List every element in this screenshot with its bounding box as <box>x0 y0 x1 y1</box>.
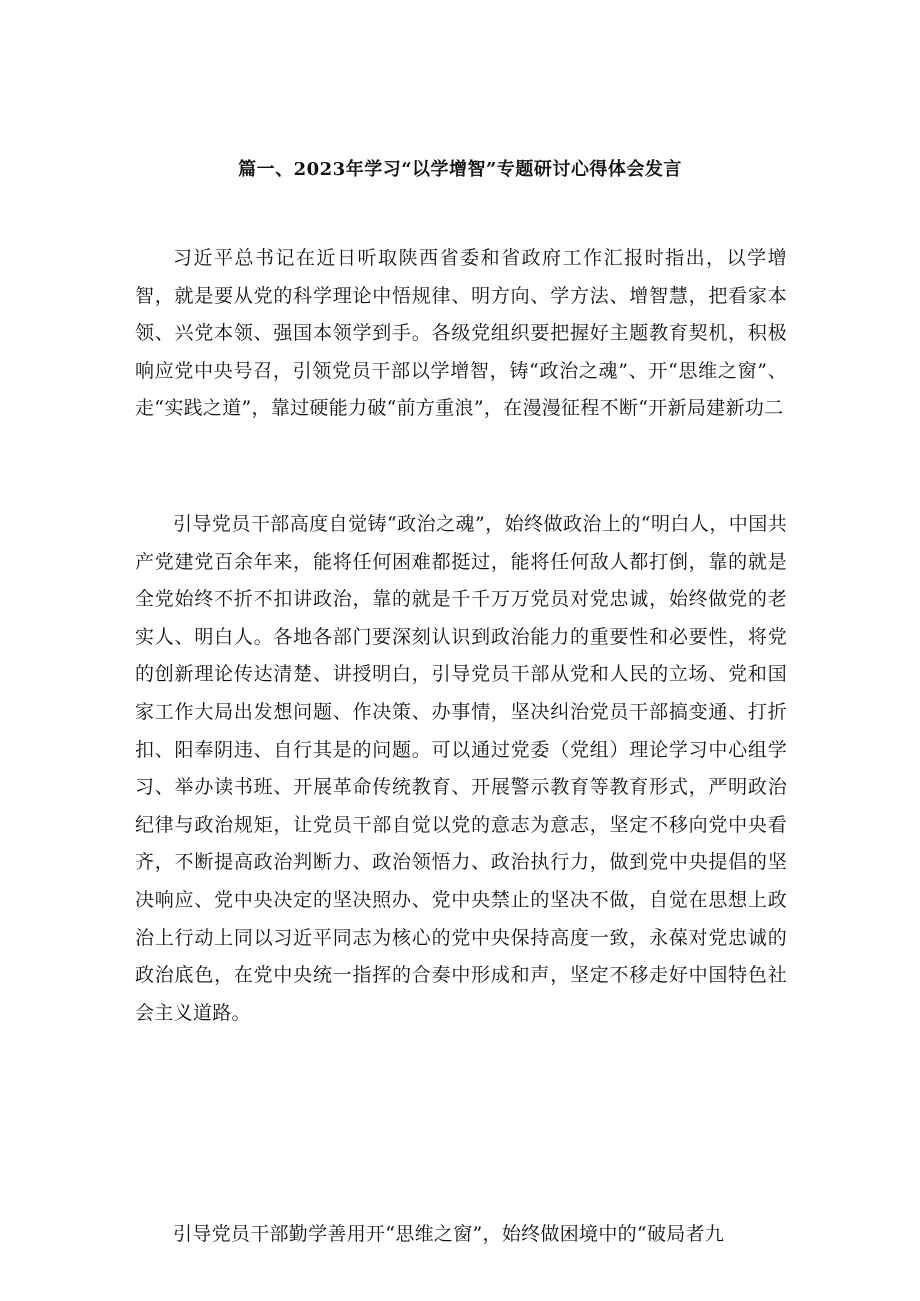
paragraph-3: 引导党员干部勤学善用开“思维之窗”，始终做困境中的“破局者九 <box>173 1223 725 1245</box>
document-title: 篇一、2023年学习“以学增智”专题研讨心得体会发言 <box>238 159 682 180</box>
paragraph-1: 习近平总书记在近日听取陕西省委和省政府工作汇报时指出，以学增智，就是要从党的科学理论中悟规律、明方向、学方法、增智慧，把看家本领、兴党本领、强国本领学到手。各级党组织要把握好主题教育契机，积极响应党中央号召，引领党员干部以学增智，铸“政治之魂”、开“思维之窗”、走“实践之道”，靠过硬能力破“前方重浪”，在漫漫征程不断“开新局建新功二 <box>135 247 787 420</box>
paragraph-2: 引导党员干部高度自觉铸“政治之魂”，始终做政治上的“明白人，中国共产党建党百余年来，能将任何困难都挺过，能将任何敌人都打倒，靠的就是全党始终不折不扣讲政治，靠的就是千千万万党员对党忠诚，始终做党的老实人、明白人。各地各部门要深刻认识到政治能力的重要性和必要性，将党的创新理论传达清楚、讲授明白，引导党员干部从党和人民的立场、党和国家工作大局出发想问题、作决策、办事情，坚决纠治党员干部搞变通、打折扣、阳奉阴违、自行其是的问题。可以通过党委（党组）理论学习中心组学习、举办读书班、开展革命传统教育、开展警示教育等教育形式，严明政治纪律与政治规矩，让党员干部自觉以党的意志为意志，坚定不移向党中央看齐，不断提高政治判断力、政治领悟力、政治执行力，做到党中央提倡的坚决响应、党中央决定的坚决照办、党中央禁止的坚决不做，自觉在思想上政治上行动上同以习近平同志为核心的党中央保持高度一致，永葆对党忠诚的政治底色，在党中央统一指挥的合奏中形成和声，坚定不移走好中国特色社会主义道路。 <box>135 513 787 1024</box>
